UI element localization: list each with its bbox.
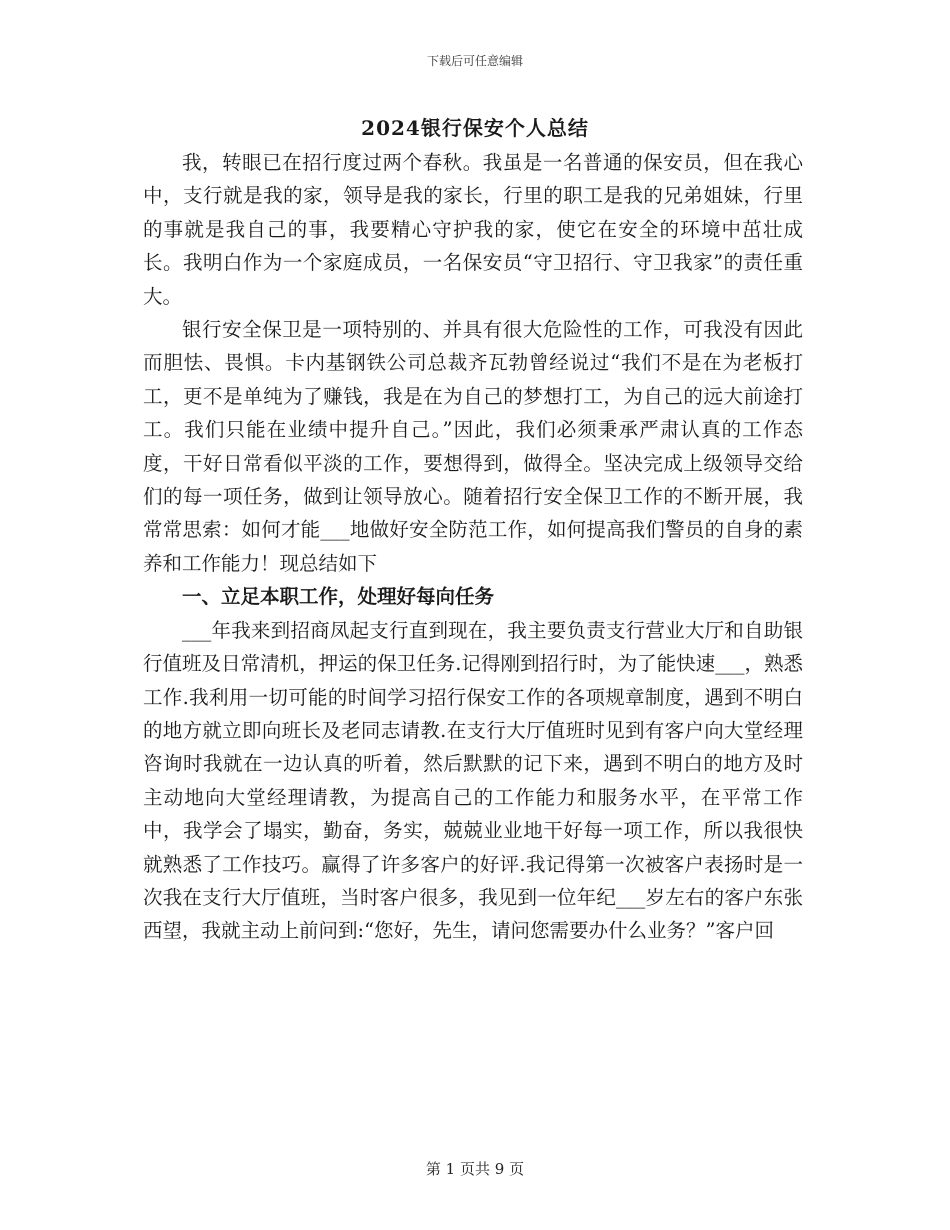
document-body [143, 146, 803, 948]
paragraph-duties: ___年我来到招商凤起支行直到现在，我主要负责支行营业大厅和自助银行值班及日常清机，押运的保卫任务.记得刚到招行时，为了能快速___，熟悉工作.我利用一切可能的时间学习招行保安工作的各项规章制度，遇到不明白的地方就立即向班长及老同志请教.在支行大厅值班时见到有客户向大堂经理咨询时我就在一边认真的听着，然后默默的记下来，遇到不明白的地方及时主动地向大堂经理请教，为提高自己的工作能力和服务水平，在平常工作中，我学会了塌实，勤奋，务实，兢兢业业地干好每一项工作，所以我很快就熟悉了工作技巧。赢得了许多客户的好评.我记得第一次被客户表扬时是一次我在支行大厅值班，当时客户很多，我见到一位年纪___岁左右的客户东张西望，我就主动上前问到:“您好，先生，请问您需要办什么业务？”客户回 [143, 618, 803, 943]
page-header: 下载后可任意编辑 [426, 54, 523, 68]
document-title: 2024银行保安个人总结 [361, 116, 589, 140]
paragraph-intro: 我，转眼已在招行度过两个春秋。我虽是一名普通的保安员，但在我心中，支行就是我的家，领导是我的家长，行里的职工是我的兄弟姐妹，行里的事就是我自己的事，我要精心守护我的家，使它在安全的环境中茁壮成长。我明白作为一个家庭成员，一名保安员“守卫招行、守卫我家”的责任重大。 [143, 151, 803, 308]
page-footer: 第 1 页共 9 页 [425, 1160, 525, 1178]
paragraph-security-work: 银行安全保卫是一项特别的、并具有很大危险性的工作，可我没有因此而胆怯、畏惧。卡内基钢铁公司总裁齐瓦勃曾经说过“我们不是在为老板打工，更不是单纯为了赚钱，我是在为自己的梦想打工，为自己的远大前途打工。我们只能在业绩中提升自己。”因此，我们必须秉承严肃认真的工作态度，干好日常看似平淡的工作，要想得到，做得全。坚决完成上级领导交给们的每一项任务，做到让领导放心。随着招行安全保卫工作的不断开展，我常常思索：如何才能___地做好安全防范工作，如何提高我们警员的自身的素养和工作能力！现总结如下 [143, 318, 803, 575]
section-heading-1: 一、立足本职工作，处理好每向任务 [182, 585, 495, 609]
